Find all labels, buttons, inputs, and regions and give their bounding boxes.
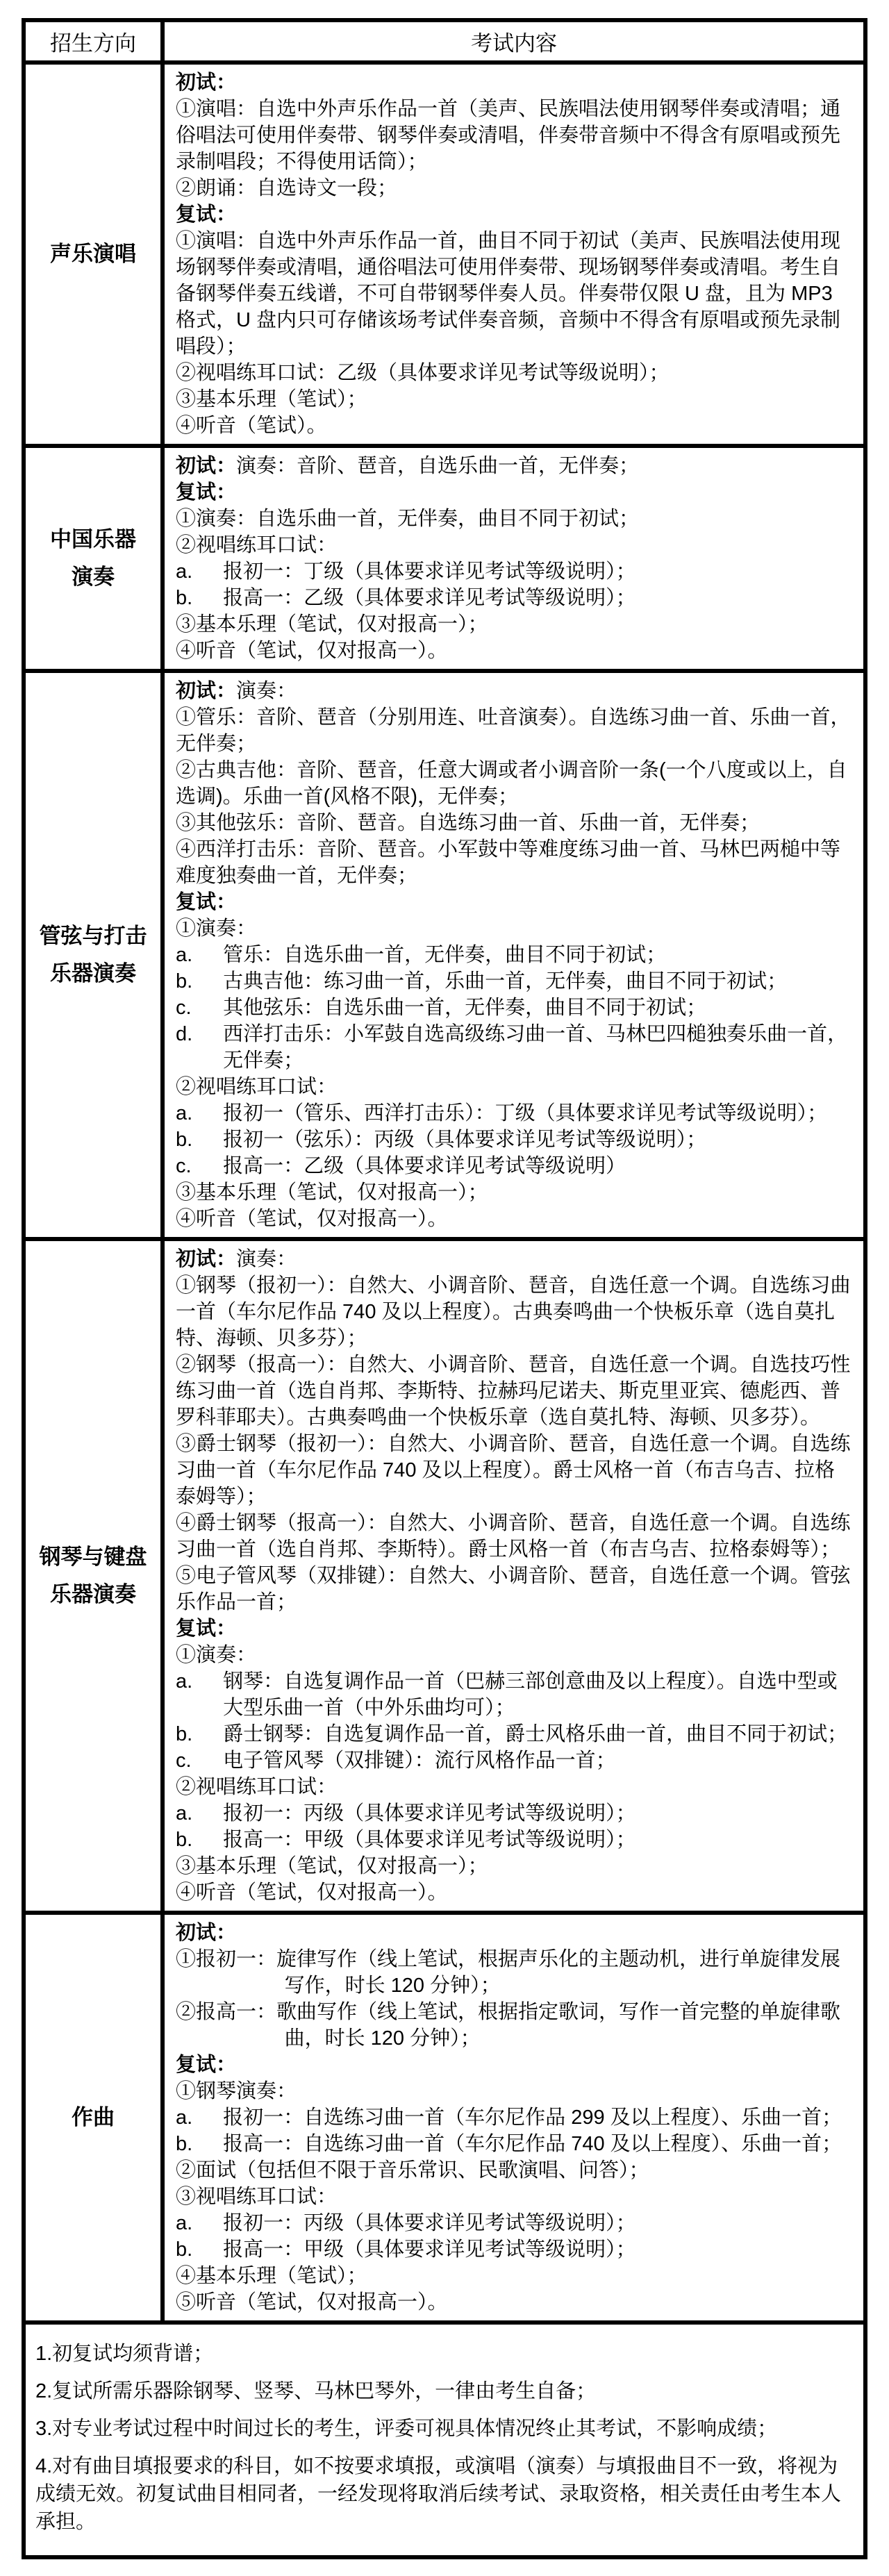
exam-paragraph [176,201,854,228]
exam-paragraph [176,69,854,96]
table-row [24,1239,865,1913]
exam-paragraph: ④听音（笔试，仅对报高一）。 [176,1208,448,1230]
list-marker: b. [176,1829,193,1851]
list-marker: c. [176,1750,192,1772]
list-marker: a. [176,1802,193,1825]
direction-cell [24,671,163,1239]
exam-paragraph [176,479,854,506]
exam-paragraph: ②面试（包括但不限于音乐常识、民歌演唱、问答）； [176,2159,649,2182]
direction-label: 作曲 [72,2104,115,2129]
exam-paragraph [176,2052,854,2078]
exam-paragraph: b. 爵士钢琴：自选复调作品一首，爵士风格乐曲一首，曲目不同于初试； [176,1721,854,1747]
exam-paragraph: ②视唱练耳口试： [176,1776,338,1798]
exam-paragraph: b. 报初一（弦乐）：丙级（具体要求详见考试等级说明）； [176,1127,854,1153]
list-marker: b. [176,2133,193,2155]
round-label: 复试： [176,1618,237,1640]
list-marker: a. [176,2106,193,2129]
exam-paragraph: a. 报初一：自选练习曲一首（车尔尼作品 299 及以上程度）、乐曲一首； [176,2104,854,2131]
list-marker: a. [176,560,193,583]
table-row [24,671,865,1239]
exam-paragraph: ①演奏： [176,1644,257,1666]
exam-paragraph: ③爵士钢琴（报初一）：自然大、小调音阶、琶音，自选任意一个调。自选练习曲一首（车尔尼作品 740 及以上程度）。爵士风格一首（布吉乌吉、拉格泰姆等）； [176,1433,851,1508]
exam-paragraph: c. 报高一：乙级（具体要求详见考试等级说明） [176,1153,854,1179]
exam-paragraph: d. 西洋打击乐：小军鼓自选高级练习曲一首、马林巴四槌独奏乐曲一首，无伴奏； [176,1021,854,1074]
exam-paragraph: ②视唱练耳口试： [176,534,338,556]
table-row [24,446,865,671]
exam-paragraph: ③基本乐理（笔试，仅对报高一）； [176,613,488,635]
list-marker: a. [176,944,193,966]
round-label: 初试： [176,680,237,702]
notes-row [24,2322,865,2557]
exam-paragraph: 初试：演奏：音阶、琶音，自选乐曲一首，无伴奏； [176,455,640,477]
exam-paragraph: a. 报初一：丁级（具体要求详见考试等级说明）； [176,558,854,585]
list-marker: b. [176,1129,193,1151]
exam-paragraph: ⑤听音（笔试，仅对报高一）。 [176,2291,448,2313]
exam-content-cell [163,1913,865,2322]
exam-paragraph: ②古典吉他：音阶、琶音，任意大调或者小调音阶一条(一个八度或以上，自选调)。乐曲一首(风格不限)，无伴奏； [176,759,847,808]
header-direction: 招生方向 [24,20,163,63]
list-marker: b. [176,2238,193,2261]
exam-paragraph: ②报高一：歌曲写作（线上笔试，根据指定歌词，写作一首完整的单旋律歌曲，时长 120 分钟）； [176,2001,841,2050]
exam-paragraph: ①报初一：旋律写作（线上笔试，根据声乐化的主题动机，进行单旋律发展写作，时长 120 分钟）； [176,1948,841,1997]
direction-cell [24,1239,163,1913]
list-marker: d. [176,1023,193,1045]
exam-paragraph [176,1615,854,1642]
exam-paragraph: a. 管乐：自选乐曲一首，无伴奏，曲目不同于初试； [176,942,854,968]
exam-paragraph: c. 电子管风琴（双排键）：流行风格作品一首； [176,1747,854,1774]
note-item: 3.对专业考试过程中时间过长的考生，评委可视具体情况终止其考试，不影响成绩； [35,2418,778,2440]
exam-content-cell [163,63,865,446]
notes-cell [24,2322,865,2557]
direction-cell [24,63,163,446]
exam-paragraph: ②视唱练耳口试： [176,1076,338,1098]
exam-paragraph: a. 钢琴：自选复调作品一首（巴赫三部创意曲及以上程度）。自选中型或大型乐曲一首（中外乐曲均可）； [176,1668,854,1721]
round-label: 复试： [176,203,237,226]
exam-paragraph: ④西洋打击乐：音阶、琶音。小军鼓中等难度练习曲一首、马林巴两槌中等难度独奏曲一首，无伴奏； [176,838,841,887]
direction-label: 钢琴与键盘 [39,1544,147,1569]
exam-paragraph: ④爵士钢琴（报高一）：自然大、小调音阶、琶音，自选任意一个调。自选练习曲一首（选自肖邦、李斯特）。爵士风格一首（布吉乌吉、拉格泰姆等）； [176,1512,851,1561]
exam-content-cell [163,671,865,1239]
list-marker: c. [176,997,192,1019]
exam-paragraph: a. 报初一：丙级（具体要求详见考试等级说明）； [176,1800,854,1827]
list-marker: b. [176,587,193,609]
list-marker: c. [176,1155,192,1177]
exam-paragraph [176,889,854,915]
exam-paragraph: b. 报高一：乙级（具体要求详见考试等级说明）； [176,585,854,611]
round-label: 初试： [176,1248,237,1270]
direction-label: 乐器演奏 [50,961,136,986]
note-item: 4.对有曲目填报要求的科目，如不按要求填报，或演唱（演奏）与填报曲目不一致，将视为成绩无效。初复试曲目相同者，一经发现将取消后续考试、录取资格，相关责任由考生本人承担。 [35,2455,842,2533]
exam-table-body [24,63,865,2557]
exam-paragraph: ①演奏： [176,917,257,940]
round-label: 初试： [176,455,237,477]
exam-paragraph: ④听音（笔试）。 [176,415,327,437]
header-row [24,20,865,63]
table-row [24,1913,865,2322]
exam-paragraph: ②钢琴（报高一）：自然大、小调音阶、琶音，自选任意一个调。自选技巧性练习曲一首（选自肖邦、李斯特、拉赫玛尼诺夫、斯克里亚宾、德彪西、普罗科菲耶夫）。古典奏鸣曲一个快板乐章（选自莫扎特、海顿、贝多芬）。 [176,1354,851,1429]
exam-paragraph: ③其他弦乐：音阶、琶音。自选练习曲一首、乐曲一首，无伴奏； [176,812,761,834]
header-exam-content: 考试内容 [163,20,865,63]
exam-content-table [22,18,867,2559]
exam-paragraph: c. 其他弦乐：自选乐曲一首，无伴奏，曲目不同于初试； [176,995,854,1021]
exam-paragraph: ④基本乐理（笔试）； [176,2265,367,2287]
exam-paragraph: ③基本乐理（笔试）； [176,388,367,410]
exam-content-cell [163,446,865,671]
direction-cell [24,446,163,671]
direction-label: 中国乐器 [50,526,136,551]
exam-paragraph: ①演唱：自选中外声乐作品一首，曲目不同于初试（美声、民族唱法使用现场钢琴伴奏或清唱，通俗唱法可使用伴奏带、现场钢琴伴奏或清唱。考生自备钢琴伴奏五线谱，不可自带钢琴伴奏人员。伴奏带仅限 U 盘，且为 MP3 格式，U 盘内只可存储该场考试伴奏音频，音频中不得含有原唱或预先录制唱段）； [176,230,841,358]
exam-paragraph: 初试：演奏： [176,680,297,702]
list-marker: a. [176,2212,193,2234]
exam-paragraph: b. 古典吉他：练习曲一首，乐曲一首，无伴奏，曲目不同于初试； [176,968,854,995]
exam-paragraph: ③基本乐理（笔试，仅对报高一）； [176,1855,488,1877]
round-label: 复试： [176,481,237,504]
exam-paragraph: b. 报高一：自选练习曲一首（车尔尼作品 740 及以上程度）、乐曲一首； [176,2131,854,2157]
exam-paragraph: ①管乐：音阶、琶音（分别用连、吐音演奏）。自选练习曲一首、乐曲一首，无伴奏； [176,706,851,755]
direction-label: 管弦与打击 [39,923,147,948]
list-marker: a. [176,1102,193,1124]
round-label: 复试： [176,891,237,913]
round-label: 复试： [176,2054,237,2076]
note-item: 2.复试所需乐器除钢琴、竖琴、马林巴琴外，一律由考生自备； [35,2380,597,2402]
exam-paragraph: ③视唱练耳口试： [176,2186,338,2208]
exam-paragraph [176,1920,854,1946]
exam-paragraph: ④听音（笔试，仅对报高一）。 [176,640,448,662]
direction-cell [24,1913,163,2322]
exam-paragraph: ①演奏：自选乐曲一首，无伴奏，曲目不同于初试； [176,508,640,530]
exam-paragraph: a. 报初一（管乐、西洋打击乐）：丁级（具体要求详见考试等级说明）； [176,1100,854,1127]
exam-paragraph: ⑤电子管风琴（双排键）：自然大、小调音阶、琶音，自选任意一个调。管弦乐作品一首； [176,1565,851,1613]
exam-paragraph: ①钢琴演奏： [176,2080,297,2102]
exam-paragraph: b. 报高一：甲级（具体要求详见考试等级说明）； [176,1827,854,1853]
table-row [24,63,865,446]
exam-paragraph: ③基本乐理（笔试，仅对报高一）； [176,1181,488,1204]
exam-paragraph: ④听音（笔试，仅对报高一）。 [176,1881,448,1904]
exam-paragraph: ①钢琴（报初一）：自然大、小调音阶、琶音，自选任意一个调。自选练习曲一首（车尔尼作品 740 及以上程度）。古典奏鸣曲一个快板乐章（选自莫扎特、海顿、贝多芬）； [176,1274,851,1349]
exam-content-cell [163,1239,865,1913]
round-label: 初试： [176,72,237,94]
exam-paragraph: a. 报初一：丙级（具体要求详见考试等级说明）； [176,2210,854,2236]
exam-paragraph: ②朗诵：自选诗文一段； [176,177,398,199]
list-marker: b. [176,1723,193,1745]
exam-paragraph: b. 报高一：甲级（具体要求详见考试等级说明）； [176,2236,854,2263]
round-label: 初试： [176,1922,237,1944]
direction-label: 演奏 [72,565,115,589]
direction-label: 乐器演奏 [50,1582,136,1606]
list-marker: a. [176,1670,193,1693]
exam-paragraph: 初试：演奏： [176,1248,297,1270]
exam-paragraph: ①演唱：自选中外声乐作品一首（美声、民族唱法使用钢琴伴奏或清唱；通俗唱法可使用伴奏带、钢琴伴奏或清唱，伴奏带音频中不得含有原唱或预先录制唱段；不得使用话筒）； [176,98,841,173]
exam-paragraph: ②视唱练耳口试：乙级（具体要求详见考试等级说明）； [176,362,670,384]
list-marker: b. [176,970,193,992]
note-item: 1.初复试均须背谱； [35,2343,214,2365]
direction-label: 声乐演唱 [50,241,136,266]
